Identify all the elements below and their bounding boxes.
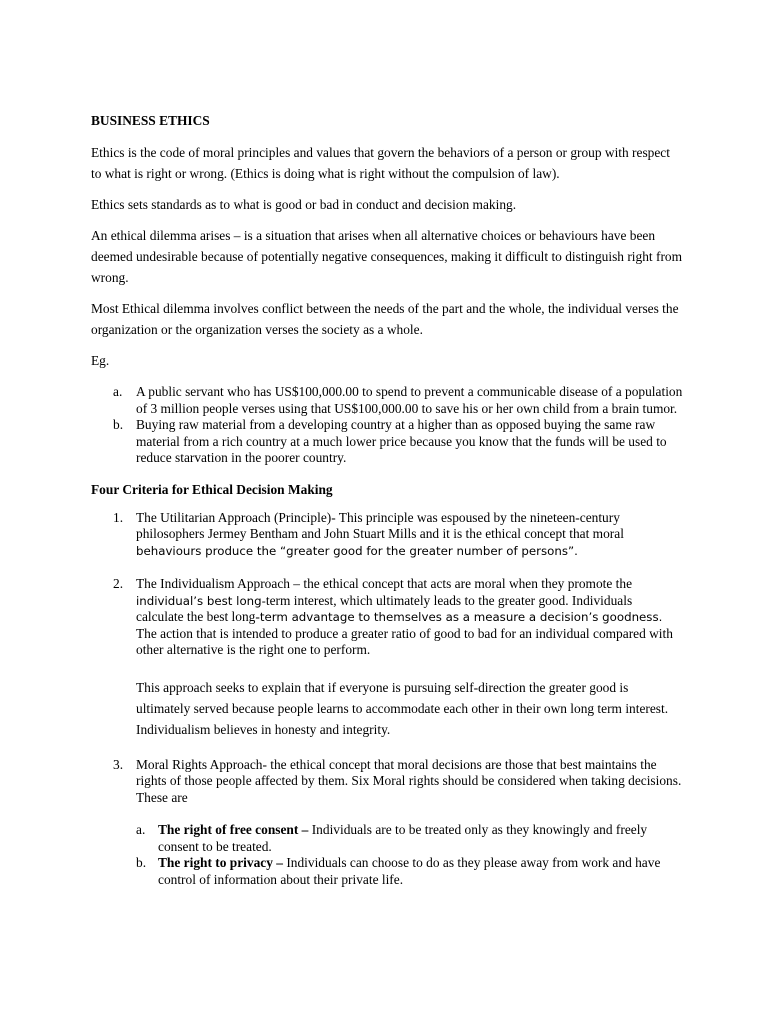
- eg-label: Eg.: [91, 353, 110, 368]
- list-item: [91, 384, 683, 417]
- examples-list: [91, 384, 683, 467]
- text-segment: behaviours produce the “greater good for the greater number of persons”.: [136, 543, 578, 558]
- page-title: BUSINESS ETHICS: [91, 113, 210, 128]
- list-item-body: [136, 576, 683, 740]
- paragraph-dilemma-conflict: Most Ethical dilemma involves conflict between the needs of the part and the whole, the individual verses the organization or the organization verses the society as a whole.: [91, 301, 679, 337]
- text-segment: The Individualism Approach – the ethical concept that acts are moral when they promote the: [136, 576, 633, 591]
- list-item-text: Moral Rights Approach- the ethical concept that moral decisions are those that best maintains the rights of those people affected by them. Six Moral rights should be considered when taking decisions. These are: [136, 756, 682, 805]
- list-marker: 1.: [113, 509, 124, 525]
- paragraph-ethics-definition: Ethics is the code of moral principles and values that govern the behaviors of a person or group with respect to what is right or wrong. (Ethics is doing what is right without the compulsion of law).: [91, 145, 670, 181]
- list-item: [136, 822, 683, 855]
- criteria-list: [91, 510, 683, 889]
- list-item: [91, 417, 683, 467]
- list-item-text: Buying raw material from a developing country at a higher than as opposed buying the same raw material from a rich country at a much lower price because you know that the funds will be used to reduce starvation in the poorer country.: [136, 417, 667, 465]
- list-marker: a.: [136, 822, 146, 837]
- text-segment: term interest, which ultimately leads to the greater good. Individuals calculate the best long-: [136, 592, 633, 624]
- right-title: The right of free consent –: [158, 822, 309, 837]
- criteria-item-utilitarian: [91, 510, 683, 560]
- list-item-text: [136, 576, 683, 659]
- right-description: Individuals can choose to do as they please away from work and have control of information about their private life.: [158, 855, 661, 887]
- list-item: [136, 855, 683, 888]
- document-content: [91, 110, 683, 905]
- list-item-text: [158, 855, 683, 888]
- rights-list: [136, 822, 683, 888]
- list-marker: a.: [113, 384, 123, 399]
- list-marker: 2.: [113, 576, 124, 591]
- paragraph-ethics-standards: Ethics sets standards as to what is good or bad in conduct and decision making.: [91, 197, 517, 212]
- list-marker: b.: [113, 417, 124, 432]
- list-marker: 3.: [113, 756, 124, 772]
- right-title: The right to privacy –: [158, 855, 283, 870]
- list-marker: b.: [136, 855, 147, 870]
- text-segment: The action that is intended to produce a greater ratio of good to bad for an individual compared with other alternative is the right one to perform.: [136, 625, 673, 657]
- text-segment: individual’s best long-: [136, 593, 266, 608]
- individualism-sub-paragraph: This approach seeks to explain that if everyone is pursuing self-direction the greater good is ultimately served because people learns to accommodate each other in their own long term interest. Individualism believes in honesty and integrity.: [136, 679, 669, 737]
- text-segment: The Utilitarian Approach (Principle)- This principle was espoused by the nineteen-century philosophers Jermey Bentham and John Stuart Mills and it is the ethical concept that moral: [136, 509, 624, 541]
- list-item-text: [158, 822, 683, 855]
- right-description: Individuals are to be treated only as they knowingly and freely consent to be treated.: [158, 822, 648, 854]
- criteria-item-individualism: [91, 576, 683, 740]
- list-item-text: [136, 510, 683, 560]
- criteria-item-moral-rights: [91, 757, 683, 889]
- list-item-body: [136, 757, 683, 889]
- criteria-heading: Four Criteria for Ethical Decision Making: [91, 481, 333, 497]
- list-item-text: A public servant who has US$100,000.00 to spend to prevent a communicable disease of a population of 3 million people verses using that US$100,000.00 to save his or her own child from a brain tumor.: [136, 384, 683, 416]
- paragraph-ethical-dilemma: An ethical dilemma arises – is a situation that arises when all alternative choices or behaviours have been deemed undesirable because of potentially negative consequences, making it difficult to distinguish right from wrong.: [91, 228, 683, 285]
- text-segment: term advantage to themselves as a measure a decision’s goodness.: [259, 610, 663, 624]
